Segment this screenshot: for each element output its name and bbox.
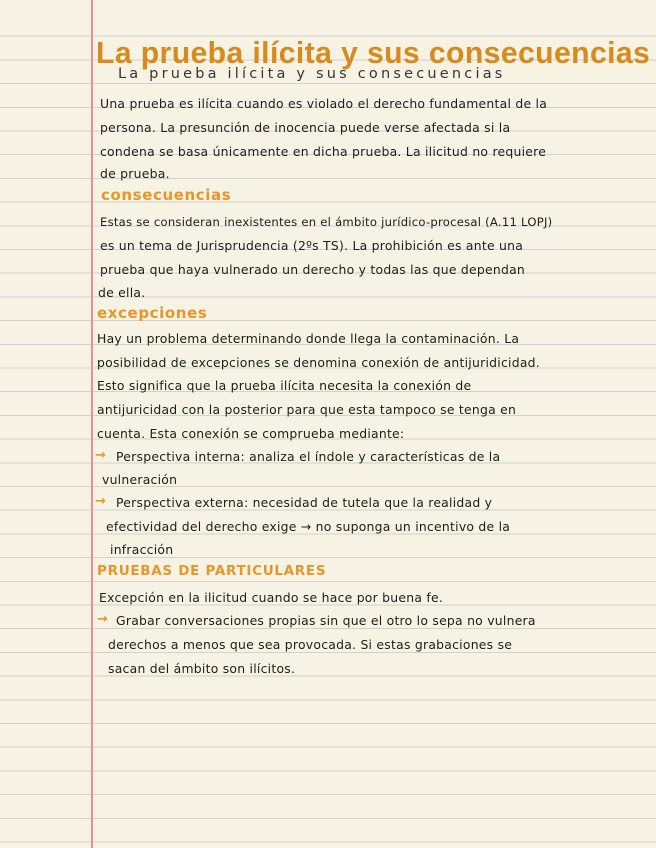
page-title-underwriting: La prueba ilícita y sus consecuencias: [118, 66, 506, 82]
arrow-bullet-icon: →: [95, 494, 106, 509]
section-heading-excepciones: excepciones: [97, 304, 208, 322]
section-heading-particulares: PRUEBAS DE PARTICULARES: [97, 563, 327, 579]
bullet-line: sacan del ámbito son ilícitos.: [108, 661, 296, 676]
intro-line: Una prueba es ilícita cuando es violado el derecho fundamental de la: [100, 96, 548, 111]
bullet-line: vulneración: [102, 472, 178, 487]
bullet-line: efectividad del derecho exige → no suponga un incentivo de la: [106, 519, 511, 534]
bullet-line: infracción: [110, 542, 174, 557]
excepciones-line: antijuricidad con la posterior para que esta tampoco se tenga en: [97, 402, 517, 417]
consecuencias-line: es un tema de Jurisprudencia (2ºs TS). La prohibición es ante una: [100, 238, 524, 253]
excepciones-line: posibilidad de excepciones se denomina conexión de antijuridicidad.: [97, 355, 540, 370]
arrow-bullet-icon: →: [97, 612, 108, 627]
page-title: La prueba ilícita y sus consecuencias: [96, 35, 651, 70]
excepciones-line: Esto significa que la prueba ilícita necesita la conexión de: [97, 378, 472, 393]
arrow-bullet-icon: →: [95, 448, 106, 463]
bullet-line: derechos a menos que sea provocada. Si estas grabaciones se: [108, 637, 513, 652]
bullet-line: Perspectiva interna: analiza el índole y características de la: [116, 449, 501, 464]
consecuencias-line: prueba que haya vulnerado un derecho y todas las que dependan: [100, 262, 526, 277]
bullet-line: Perspectiva externa: necesidad de tutela que la realidad y: [116, 495, 493, 510]
consecuencias-line: de ella.: [98, 285, 146, 300]
particulares-line: Excepción en la ilicitud cuando se hace por buena fe.: [99, 590, 444, 605]
intro-line: de prueba.: [100, 166, 170, 181]
section-heading-consecuencias: consecuencias: [101, 186, 232, 204]
bullet-line: Grabar conversaciones propias sin que el otro lo sepa no vulnera: [116, 613, 536, 628]
intro-line: condena se basa únicamente en dicha prueba. La ilicitud no requiere: [100, 144, 547, 159]
consecuencias-line: Estas se consideran inexistentes en el ámbito jurídico-procesal (A.11 LOPJ): [100, 215, 553, 229]
margin-line: [91, 0, 93, 848]
excepciones-line: cuenta. Esta conexión se comprueba mediante:: [97, 426, 405, 441]
excepciones-line: Hay un problema determinando donde llega la contaminación. La: [97, 331, 520, 346]
intro-line: persona. La presunción de inocencia puede verse afectada si la: [100, 120, 511, 135]
